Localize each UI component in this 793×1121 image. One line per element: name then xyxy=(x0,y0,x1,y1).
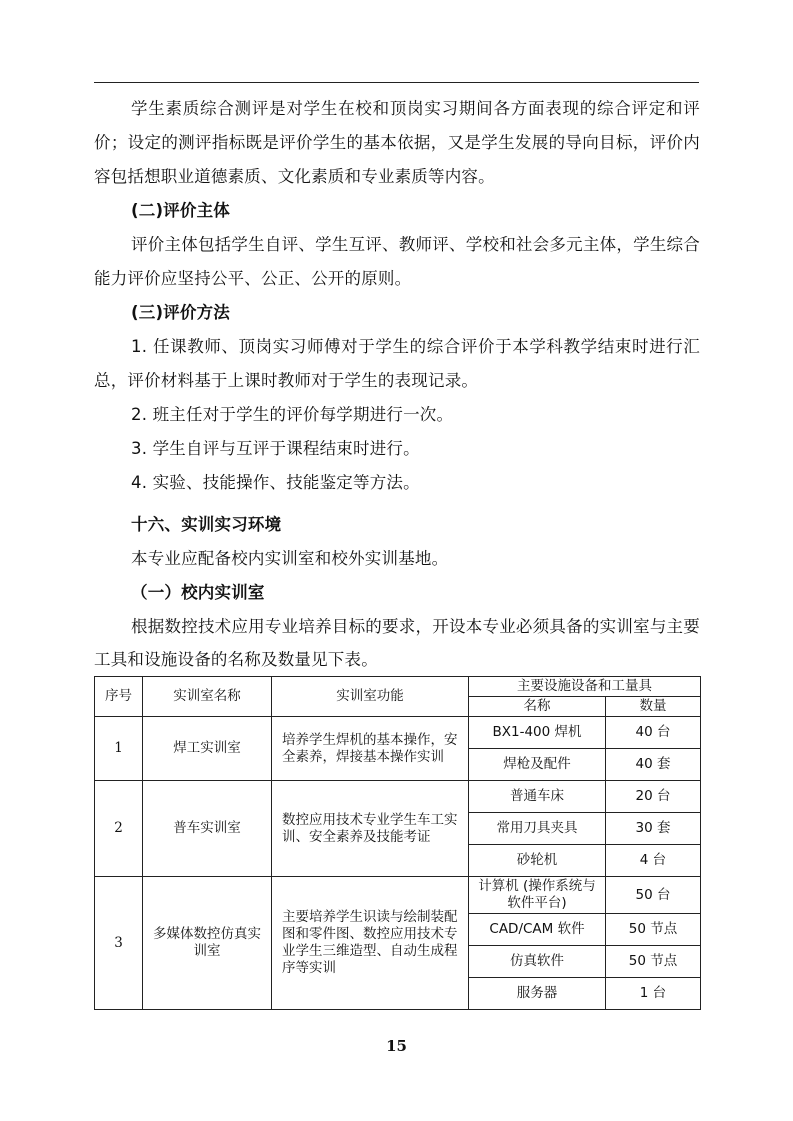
evaluation-subjects-heading: (二)评价主体 xyxy=(131,201,230,220)
oncampus-paragraph: 根据数控技术应用专业培养目标的要求，开设本专业必须具备的实训室与主要工具和设施设备的名称及数量见下表。 xyxy=(94,617,700,669)
equipment-qty: 50 台 xyxy=(606,877,701,914)
method-item: 1. 任课教师、顶岗实习师傅对于学生的综合评价于本学科教学结束时进行汇总，评价材料基于上课时教师对于学生的表现记录。 xyxy=(94,337,700,390)
equipment-name: 焊枪及配件 xyxy=(469,749,606,781)
intro-paragraph: 学生素质综合测评是对学生在校和顶岗实习期间各方面表现的综合评定和评价；设定的测评指标既是评价学生的基本依据，又是学生发展的导向目标，评价内容包括想职业道德素质、文化素质和专业素质等内容。 xyxy=(94,99,700,186)
equipment-qty: 30 套 xyxy=(606,813,701,845)
page-number: 15 xyxy=(386,1037,407,1055)
equipment-name: BX1-400 焊机 xyxy=(469,717,606,749)
header-rule xyxy=(94,82,699,83)
equipment-qty: 20 台 xyxy=(606,781,701,813)
equipment-qty: 4 台 xyxy=(606,845,701,877)
equipment-name: 服务器 xyxy=(469,978,606,1010)
equipment-qty: 50 节点 xyxy=(606,914,701,946)
header-room: 实训室名称 xyxy=(143,677,272,717)
row-no: 1 xyxy=(95,717,143,781)
method-item: 4. 实验、技能操作、技能鉴定等方法。 xyxy=(131,473,420,492)
equipment-name: 仿真软件 xyxy=(469,946,606,978)
equipment-name: 砂轮机 xyxy=(469,845,606,877)
header-equipment: 主要设施设备和工量具 xyxy=(469,677,701,697)
section-16-paragraph: 本专业应配备校内实训室和校外实训基地。 xyxy=(131,549,449,568)
row-room: 多媒体数控仿真实训室 xyxy=(143,877,272,1010)
row-no: 3 xyxy=(95,877,143,1010)
row-room: 焊工实训室 xyxy=(143,717,272,781)
equipment-qty: 40 台 xyxy=(606,717,701,749)
row-function: 主要培养学生识读与绘制装配图和零件图、数控应用技术专业学生三维造型、自动生成程序等实训 xyxy=(272,877,469,1010)
header-equipment-qty: 数量 xyxy=(606,697,701,717)
training-room-table xyxy=(94,676,701,1010)
equipment-qty: 1 台 xyxy=(606,978,701,1010)
equipment-name: 计算机 (操作系统与软件平台) xyxy=(469,877,606,914)
evaluation-methods-heading: (三)评价方法 xyxy=(131,303,230,322)
method-item: 2. 班主任对于学生的评价每学期进行一次。 xyxy=(131,405,454,424)
section-16-title: 十六、实训实习环境 xyxy=(131,515,282,534)
equipment-qty: 40 套 xyxy=(606,749,701,781)
equipment-name: 普通车床 xyxy=(469,781,606,813)
row-function: 数控应用技术专业学生车工实训、安全素养及技能考证 xyxy=(272,781,469,877)
row-no: 2 xyxy=(95,781,143,877)
evaluation-subjects-paragraph: 评价主体包括学生自评、学生互评、教师评、学校和社会多元主体，学生综合能力评价应坚持公平、公正、公开的原则。 xyxy=(94,235,700,288)
method-item: 3. 学生自评与互评于课程结束时进行。 xyxy=(131,439,420,458)
oncampus-heading: （一）校内实训室 xyxy=(131,583,265,602)
equipment-name: CAD/CAM 软件 xyxy=(469,914,606,946)
page-body xyxy=(94,92,700,676)
equipment-qty: 50 节点 xyxy=(606,946,701,978)
equipment-name: 常用刀具夹具 xyxy=(469,813,606,845)
row-room: 普车实训室 xyxy=(143,781,272,877)
header-function: 实训室功能 xyxy=(272,677,469,717)
header-no: 序号 xyxy=(95,677,143,717)
row-function: 培养学生焊机的基本操作，安全素养，焊接基本操作实训 xyxy=(272,717,469,781)
header-equipment-name: 名称 xyxy=(469,697,606,717)
